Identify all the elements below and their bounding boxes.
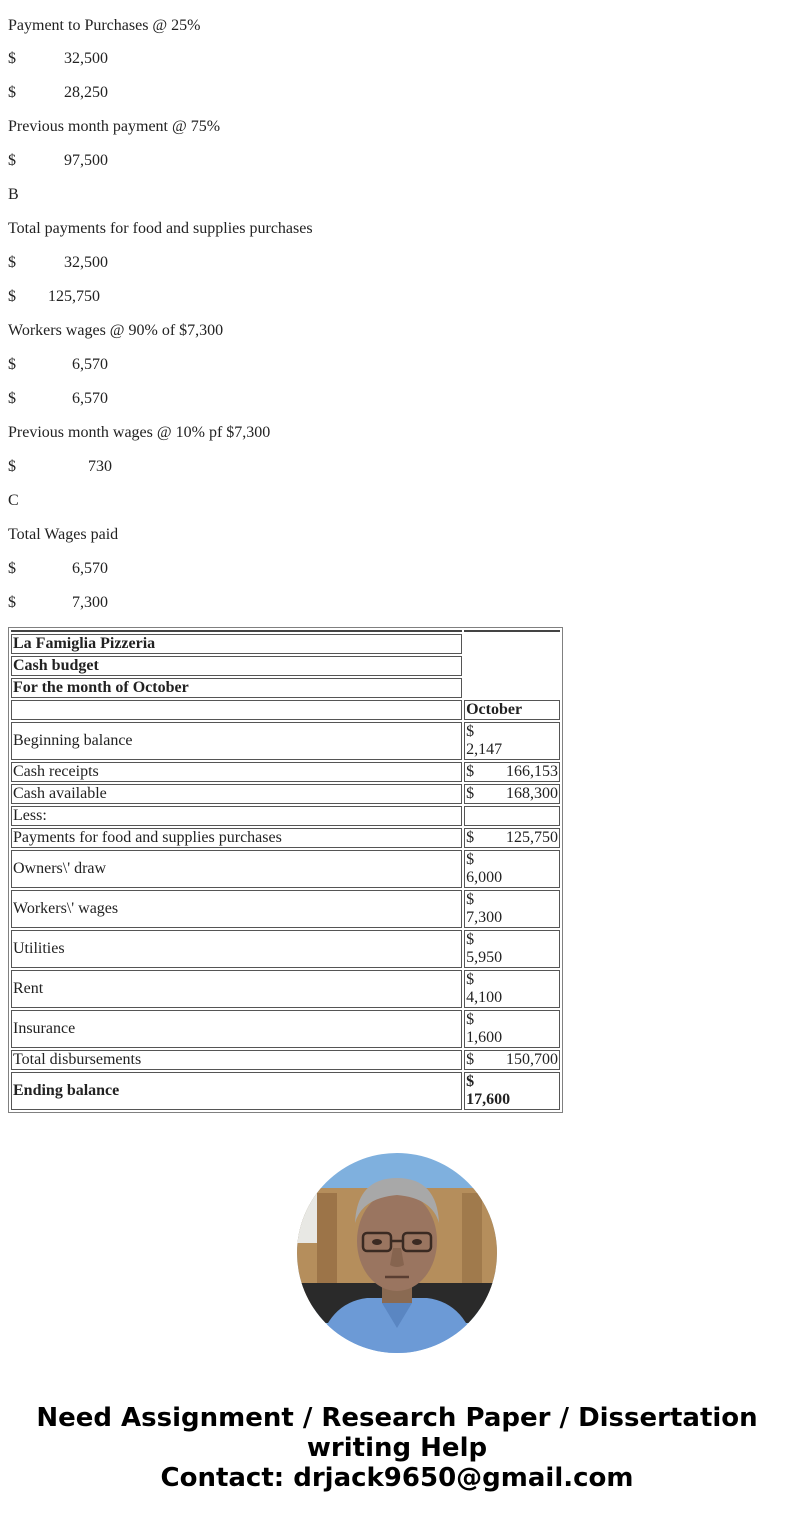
- promo-line-1: Need Assignment / Research Paper / Dissertation: [36, 1403, 758, 1433]
- amount-value: 7,300: [72, 594, 108, 611]
- currency-symbol: $: [8, 356, 16, 373]
- budget-period: For the month of October: [11, 678, 462, 698]
- currency-symbol: $: [8, 560, 16, 577]
- row-value: [464, 722, 560, 760]
- table-top-rule: [11, 630, 560, 632]
- row-label: Ending balance: [11, 1072, 462, 1110]
- column-header-october: October: [464, 700, 560, 720]
- row-label: Total disbursements: [11, 1050, 462, 1070]
- note-amount: [8, 68, 786, 102]
- amount-value: 6,570: [72, 390, 108, 407]
- row-value: [464, 784, 560, 804]
- promo-banner: [0, 1403, 794, 1493]
- note-amount: [8, 340, 786, 374]
- row-label: Beginning balance: [11, 722, 462, 760]
- amount-value: 6,570: [72, 356, 108, 373]
- amount-value: 6,000: [466, 869, 503, 886]
- amount-value: 97,500: [64, 152, 108, 169]
- row-value: [464, 970, 560, 1008]
- row-value: [464, 762, 560, 782]
- budget-row: [11, 1050, 560, 1070]
- amount-value: 17,600: [466, 1091, 511, 1108]
- currency-symbol: $: [466, 763, 475, 780]
- note-amount: [8, 272, 786, 306]
- budget-title: Cash budget: [11, 656, 462, 676]
- author-photo-icon: [297, 1153, 497, 1353]
- budget-row: [11, 850, 560, 888]
- row-label: Less:: [11, 806, 462, 826]
- amount-value: 125,750: [506, 829, 558, 846]
- amount-value: 2,147: [466, 741, 503, 758]
- currency-symbol: $: [466, 851, 475, 868]
- amount-value: 7,300: [466, 909, 503, 926]
- column-header-row: [11, 700, 560, 720]
- company-row: [11, 634, 560, 654]
- currency-symbol: $: [466, 1073, 475, 1090]
- promo-contact: Contact: drjack9650@gmail.com: [160, 1463, 634, 1493]
- note-text: Total payments for food and supplies purchases: [8, 220, 313, 237]
- row-label: Owners\' draw: [11, 850, 462, 888]
- amount-value: 1,600: [466, 1029, 503, 1046]
- note-text: Payment to Purchases @ 25%: [8, 17, 201, 34]
- amount-value: 730: [88, 458, 112, 475]
- header-blank-cell: [464, 634, 560, 698]
- note-text: C: [8, 492, 19, 509]
- row-label: Cash receipts: [11, 762, 462, 782]
- amount-value: 125,750: [48, 288, 100, 305]
- author-avatar: [297, 1153, 497, 1353]
- budget-row: [11, 828, 560, 848]
- note-amount: [8, 136, 786, 170]
- note-text: Previous month payment @ 75%: [8, 118, 221, 135]
- amount-value: 168,300: [506, 785, 558, 802]
- row-value: [464, 1010, 560, 1048]
- budget-row: [11, 1010, 560, 1048]
- budget-row: [11, 890, 560, 928]
- row-value: [464, 890, 560, 928]
- currency-symbol: $: [8, 254, 16, 271]
- amount-value: 166,153: [506, 763, 558, 780]
- currency-symbol: $: [466, 1011, 475, 1028]
- note-amount: [8, 578, 786, 612]
- amount-value: 28,250: [64, 84, 108, 101]
- budget-row: [11, 806, 560, 826]
- row-value: [464, 806, 560, 826]
- budget-row: [11, 784, 560, 804]
- row-label: Workers\' wages: [11, 890, 462, 928]
- currency-symbol: $: [8, 84, 16, 101]
- currency-symbol: $: [8, 390, 16, 407]
- row-label: Insurance: [11, 1010, 462, 1048]
- note-amount: [8, 374, 786, 408]
- amount-value: 32,500: [64, 254, 108, 271]
- budget-row: [11, 930, 560, 968]
- row-value: [464, 1050, 560, 1070]
- currency-symbol: $: [8, 152, 16, 169]
- row-value: [464, 1072, 560, 1110]
- currency-symbol: $: [8, 458, 16, 475]
- row-value: [464, 850, 560, 888]
- currency-symbol: $: [8, 50, 16, 67]
- company-name: La Famiglia Pizzeria: [11, 634, 462, 654]
- note-amount: [8, 544, 786, 578]
- note-text: Previous month wages @ 10% pf $7,300: [8, 424, 271, 441]
- currency-symbol: $: [466, 891, 475, 908]
- row-label: Rent: [11, 970, 462, 1008]
- currency-symbol: $: [466, 971, 475, 988]
- row-label: Payments for food and supplies purchases: [11, 828, 462, 848]
- amount-value: 150,700: [506, 1051, 558, 1068]
- currency-symbol: $: [466, 1051, 475, 1068]
- budget-row: [11, 762, 560, 782]
- note-amount: [8, 34, 786, 68]
- cash-budget-table: [8, 627, 563, 1113]
- budget-row: [11, 970, 560, 1008]
- currency-symbol: $: [8, 288, 16, 305]
- blank-header-cell: [11, 700, 462, 720]
- currency-symbol: $: [466, 723, 475, 740]
- note-text: Total Wages paid: [8, 526, 119, 543]
- row-value: [464, 930, 560, 968]
- note-amount: [8, 238, 786, 272]
- note-text: Workers wages @ 90% of $7,300: [8, 322, 224, 339]
- calculation-notes: [8, 0, 786, 612]
- amount-value: 5,950: [466, 949, 503, 966]
- amount-value: 32,500: [64, 50, 108, 67]
- row-label: Utilities: [11, 930, 462, 968]
- row-label: Cash available: [11, 784, 462, 804]
- amount-value: 4,100: [466, 989, 503, 1006]
- budget-row: [11, 722, 560, 760]
- currency-symbol: $: [466, 785, 475, 802]
- currency-symbol: $: [466, 931, 475, 948]
- promo-line-2: writing Help: [306, 1433, 488, 1463]
- row-value: [464, 828, 560, 848]
- note-text: B: [8, 186, 19, 203]
- amount-value: 6,570: [72, 560, 108, 577]
- currency-symbol: $: [8, 594, 16, 611]
- currency-symbol: $: [466, 829, 475, 846]
- budget-row: [11, 1072, 560, 1110]
- note-amount: [8, 442, 786, 476]
